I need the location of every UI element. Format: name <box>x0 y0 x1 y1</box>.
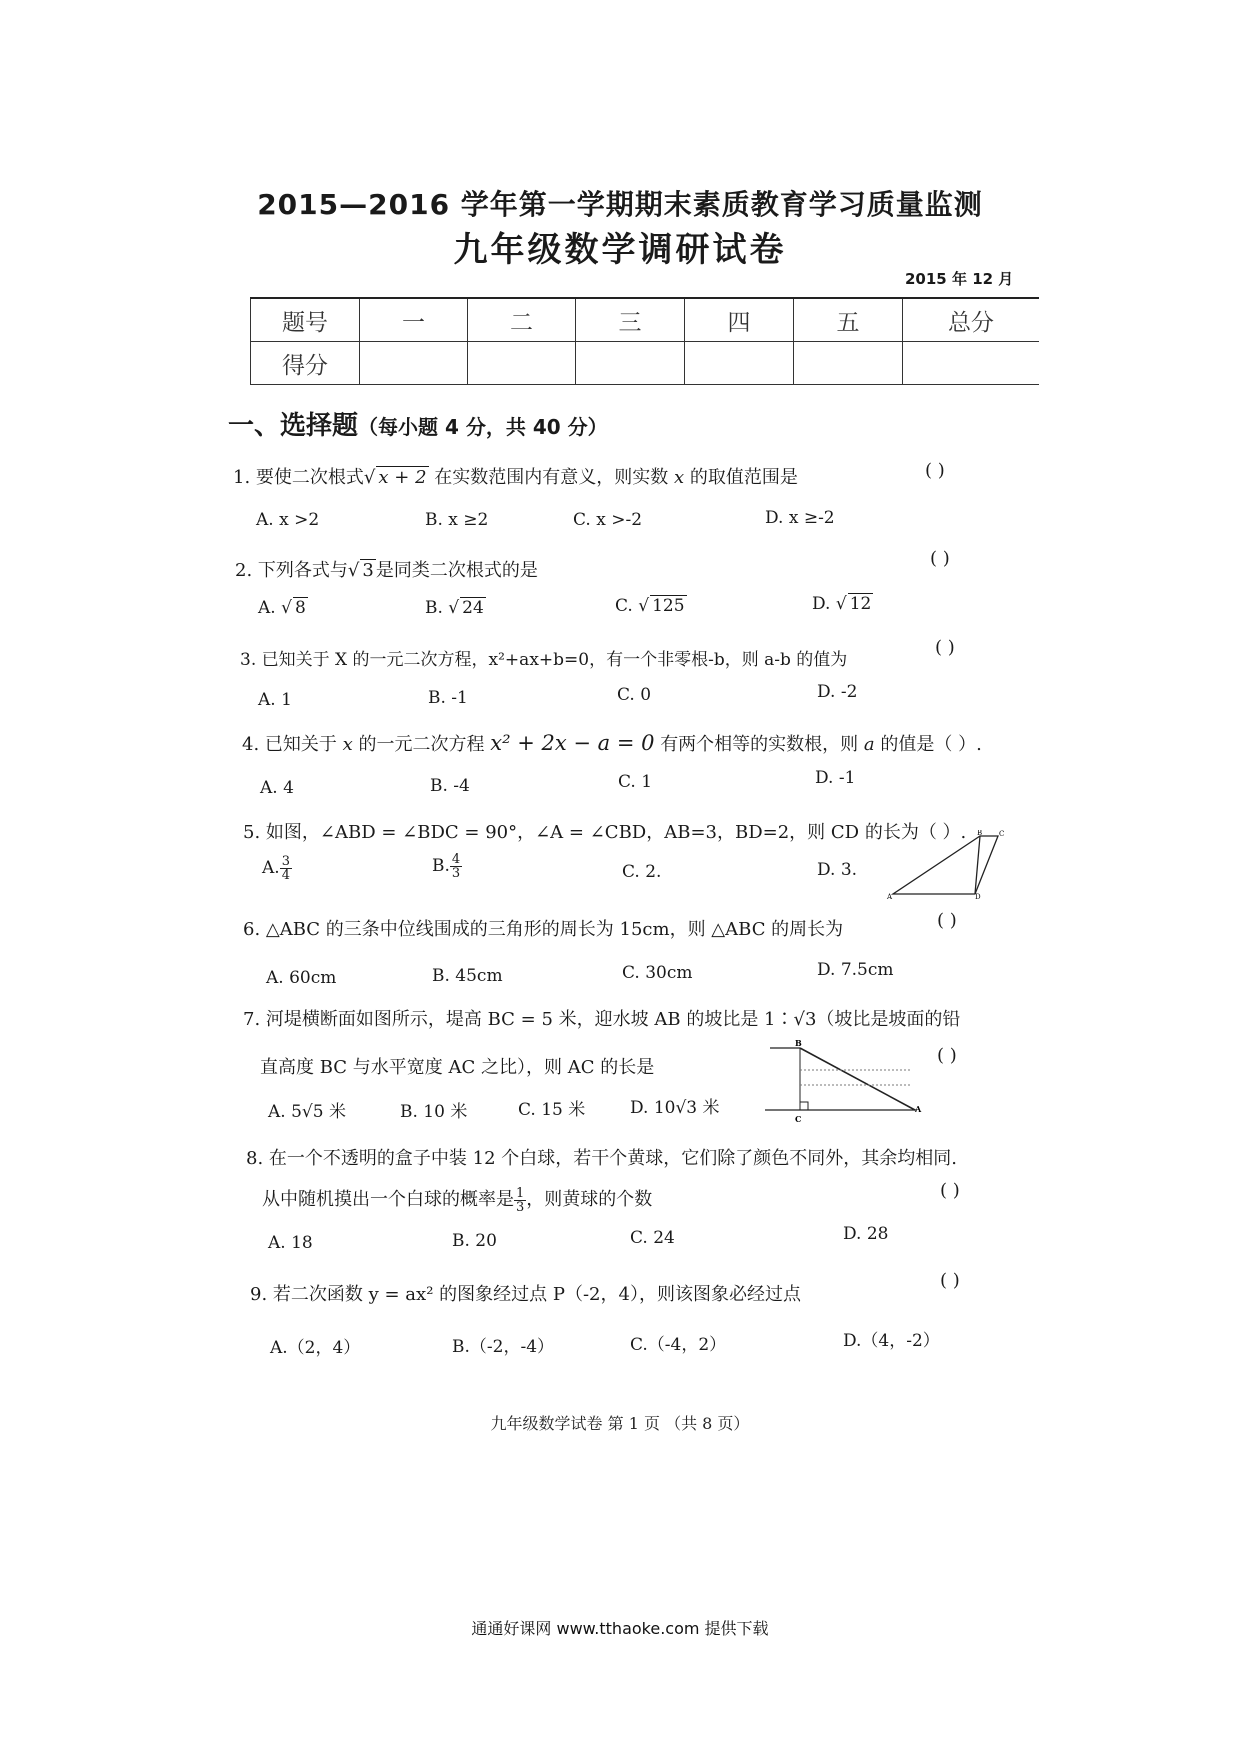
answer-paren[interactable]: ( ) <box>937 1045 957 1066</box>
score-table-header-row <box>251 298 1040 342</box>
option-c: C. x >-2 <box>573 510 643 530</box>
option-a: A. 60cm <box>266 968 337 988</box>
option-b: B. 10 米 <box>400 1102 468 1122</box>
option-a: A.（2，4） <box>270 1338 361 1358</box>
question-5: 5. 如图，∠ABD = ∠BDC = 90°，∠A = ∠CBD，AB=3，BD=2，则 CD 的长为（ ）. <box>243 822 967 843</box>
fig-label-c: C <box>999 830 1005 838</box>
option-b: B. -1 <box>428 688 468 708</box>
question-7-line2: 直高度 BC 与水平宽度 AC 之比），则 AC 的长是 <box>260 1057 655 1078</box>
option-c: C. 30cm <box>622 963 693 983</box>
q1-text: 1. 要使二次根式 <box>233 467 364 488</box>
exam-title-line2: 九年级数学调研试卷 <box>453 230 787 270</box>
slope-ab <box>800 1048 915 1110</box>
score-cell: 题号 <box>251 298 360 342</box>
question-9: 9. 若二次函数 y = ax² 的图象经过点 P（-2，4），则该图象必经过点 <box>250 1284 801 1305</box>
answer-paren[interactable]: ( ) <box>937 910 957 931</box>
section-heading <box>228 405 608 442</box>
question-6: 6. △ABC 的三条中位线围成的三角形的周长为 15cm，则 △ABC 的周长为 <box>243 919 844 940</box>
answer-paren[interactable]: ( ) <box>925 460 945 481</box>
answer-paren[interactable]: ( ) <box>940 1180 960 1201</box>
fig-label-c: C <box>795 1114 802 1124</box>
section-note: （每小题 4 分，共 40 分） <box>358 415 608 439</box>
option-c: C. 2. <box>622 862 662 882</box>
score-cell: 一 <box>360 298 468 342</box>
option-c: C.（-4，2） <box>630 1335 727 1355</box>
option-b: B. -4 <box>430 776 470 796</box>
score-blank[interactable] <box>794 342 903 385</box>
question-3: 3. 已知关于 X 的一元二次方程，x²+ax+b=0，有一个非零根-b，则 a-b 的值为 <box>240 650 848 670</box>
right-angle-mark <box>800 1102 808 1110</box>
option-a: A. √ 8 <box>258 598 306 618</box>
score-blank[interactable] <box>360 342 468 385</box>
score-blank[interactable] <box>468 342 576 385</box>
question-8-line2: 从中随机摸出一个白球的概率是 $\frac{1}{3}$ ，则黄球的个数 <box>262 1185 653 1215</box>
score-cell: 五 <box>794 298 903 342</box>
option-d: D. 3. <box>817 860 858 880</box>
option-c: C. 0 <box>617 685 652 705</box>
q2-radicand: 3 <box>362 560 374 581</box>
fig-label-b: B <box>795 1040 802 1048</box>
answer-paren[interactable]: ( ) <box>940 1270 960 1291</box>
question-2: 2. 下列各式与√ 3 是同类二次根式的是 <box>235 560 538 581</box>
score-cell: 得分 <box>251 342 360 385</box>
option-b: B. √ 24 <box>425 598 484 618</box>
fig-label-a: A <box>915 1104 922 1114</box>
option-d: D. 10√3 米 <box>630 1098 720 1118</box>
section-title: 一、选择题 <box>228 411 359 441</box>
score-table <box>250 297 1039 385</box>
option-a: A. x >2 <box>256 510 320 530</box>
option-a: A. $\frac{3}{4}$ <box>262 854 290 883</box>
option-b: B.（-2，-4） <box>452 1337 555 1357</box>
option-b: B. 20 <box>452 1231 497 1251</box>
q1-text: 在实数范围内有意义，则实数 <box>434 467 669 488</box>
score-cell: 三 <box>576 298 685 342</box>
fig-label-b: B <box>977 830 983 837</box>
trapezoid-shape <box>893 836 998 894</box>
score-blank[interactable] <box>576 342 685 385</box>
option-c: C. 15 米 <box>518 1100 586 1120</box>
option-d: D. 7.5cm <box>817 960 894 980</box>
q2-text: 是同类二次根式的是 <box>375 560 538 581</box>
question-1: 1. 要使二次根式√ x + 2 在实数范围内有意义，则实数 x 的取值范围是 <box>233 467 798 488</box>
answer-paren[interactable]: ( ) <box>935 637 955 658</box>
q1-text: 的取值范围是 <box>689 467 798 488</box>
option-a: A. 5√5 米 <box>268 1102 346 1122</box>
option-a: A. 1 <box>258 690 292 710</box>
option-d: D. -1 <box>815 768 856 788</box>
option-b: B. x ≥2 <box>425 510 489 530</box>
option-a: A. 18 <box>268 1233 313 1253</box>
score-blank[interactable] <box>685 342 794 385</box>
fig-label-a: A <box>887 893 893 900</box>
exam-date: 2015 年 12 月 <box>905 270 1014 288</box>
score-cell: 四 <box>685 298 794 342</box>
exam-title-line1: 2015—2016 学年第一学期期末素质教育学习质量监测 <box>257 188 983 221</box>
download-note: 通通好课网 www.tthaoke.com 提供下载 <box>471 1619 769 1638</box>
q2-text: 2. 下列各式与 <box>235 560 348 581</box>
diagonal-bd <box>975 836 980 894</box>
option-d: D. -2 <box>817 682 858 702</box>
question-8-line1: 8. 在一个不透明的盒子中装 12 个白球，若干个黄球，它们除了颜色不同外，其余均相同. <box>246 1148 957 1169</box>
option-d: D.（4，-2） <box>843 1331 940 1351</box>
option-d: D. √ 12 <box>812 594 872 614</box>
score-cell: 二 <box>468 298 576 342</box>
answer-paren[interactable]: ( ) <box>930 548 950 569</box>
fig-label-d: D <box>975 893 981 900</box>
question-7-line1: 7. 河堤横断面如图所示，堤高 BC = 5 米，迎水坡 AB 的坡比是 1∶√3（坡比是坡面的铅 <box>243 1009 961 1030</box>
option-d: D. 28 <box>843 1224 889 1244</box>
question-4: 4. 已知关于 x 的一元二次方程 x² + 2x − a = 0 有两个相等的实数根，则 a 的值是（ ）. <box>242 731 982 755</box>
score-table-score-row <box>251 342 1040 385</box>
option-d: D. x ≥-2 <box>765 508 835 528</box>
option-b: B. 45cm <box>432 966 503 986</box>
score-blank[interactable] <box>903 342 1040 385</box>
option-c: C. 1 <box>618 772 653 792</box>
option-c: C. √ 125 <box>615 596 685 616</box>
q1-radicand: x + 2 <box>378 467 427 488</box>
q1-var: x <box>674 467 685 488</box>
option-c: C. 24 <box>630 1228 675 1248</box>
page-footer: 九年级数学试卷 第 1 页 （共 8 页） <box>490 1414 750 1433</box>
option-a: A. 4 <box>260 778 294 798</box>
option-b: B. $\frac{4}{3}$ <box>432 852 461 881</box>
q5-figure <box>885 830 1005 900</box>
score-cell: 总分 <box>903 298 1040 342</box>
q7-figure <box>765 1040 925 1125</box>
